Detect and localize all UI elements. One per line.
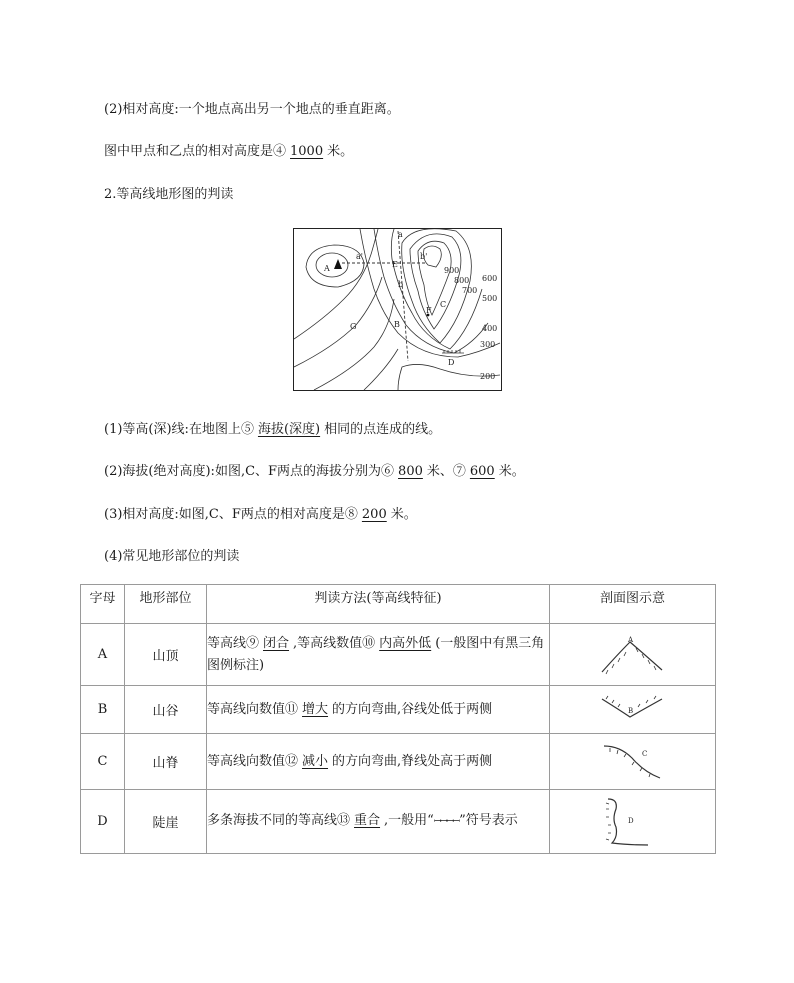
row-b-letter: B (81, 686, 125, 734)
cliff-profile-label: D (627, 816, 634, 825)
row-d-letter: D (81, 790, 125, 854)
table-row (81, 790, 716, 854)
valley-profile-label: B (627, 706, 633, 715)
label-a-prime: a' (356, 252, 363, 261)
item-1-prefix: (1)等高(深)线:在地图上⑤ (104, 422, 254, 437)
row-c-m2: 的方向弯曲,脊线处高于两侧 (332, 753, 493, 769)
contour-left-1 (294, 229, 378, 339)
label-A: A (324, 264, 330, 273)
item-4-title: (4)常见地形部位的判读 (104, 549, 240, 564)
item-2-prefix: (2)海拔(绝对高度):如图,C、F两点的海拔分别为⑥ (104, 464, 395, 479)
row-a-profile (550, 624, 716, 686)
label-800: 800 (454, 276, 470, 285)
label-E: E (392, 260, 398, 269)
row-b-part: 山谷 (125, 686, 207, 734)
label-200: 200 (480, 372, 496, 381)
row-c-part: 山脊 (125, 734, 207, 790)
label-900: 900 (444, 266, 460, 275)
label-D: D (448, 358, 455, 367)
row-d-profile (550, 790, 716, 854)
item-2-suffix: 米。 (498, 464, 525, 479)
answer-6: 800 (398, 464, 423, 479)
row-a-method (207, 624, 550, 686)
contour-300 (360, 229, 500, 357)
contour-map-svg (294, 229, 501, 390)
row-d-method (207, 790, 550, 854)
table-row (81, 686, 716, 734)
label-a: a (398, 230, 403, 239)
row-a-letter: A (81, 624, 125, 686)
answer-13: 重合 (354, 813, 381, 828)
row-d-m2: ,一般用“ (384, 813, 434, 828)
header-letter: 字母 (81, 585, 125, 624)
item-3 (104, 506, 417, 524)
cliff-profile-icon (598, 795, 668, 849)
item-2 (104, 463, 525, 481)
row-a-m2: ,等高线数值⑩ (293, 635, 376, 651)
table-row (81, 624, 716, 686)
row-c-letter: C (81, 734, 125, 790)
answer-7: 600 (469, 464, 495, 479)
contour-left-3 (314, 299, 394, 390)
header-profile: 剖面图示意 (550, 585, 716, 624)
answer-12: 减小 (302, 753, 329, 769)
row-a-m1: 等高线⑨ (207, 635, 260, 651)
label-B: B (394, 320, 400, 329)
row-b-method (207, 686, 550, 734)
label-G: G (350, 322, 357, 331)
answer-10: 内高外低 (379, 635, 432, 651)
profile-line-vertical (398, 231, 408, 361)
item-2-mid: 米、⑦ (426, 464, 466, 479)
row-b-m2: 的方向弯曲,谷线处低于两侧 (332, 701, 493, 717)
table-header-row (81, 585, 716, 624)
row-d-part: 陡崖 (125, 790, 207, 854)
row-c-profile (550, 734, 716, 790)
table-row (81, 734, 716, 790)
answer-5: 海拔(深度) (257, 422, 321, 437)
label-300: 300 (480, 340, 496, 349)
item-1 (104, 421, 441, 439)
label-C: C (440, 300, 447, 309)
relative-height-example (104, 143, 353, 161)
row-b-m1: 等高线向数值⑪ (207, 701, 299, 717)
summit-triangle-icon (334, 259, 342, 269)
terrain-table (80, 584, 716, 854)
answer-11: 增大 (302, 701, 329, 717)
label-700: 700 (462, 286, 478, 295)
label-600: 600 (482, 274, 498, 283)
contour-left-4 (364, 349, 398, 390)
label-b: b (398, 280, 404, 289)
label-500: 500 (482, 294, 498, 303)
peak-profile-label: A (627, 635, 633, 644)
row-b-profile (550, 686, 716, 734)
answer-9: 闭合 (263, 635, 290, 651)
item-3-suffix: 米。 (390, 507, 417, 522)
label-b-prime: b' (420, 252, 428, 261)
section-2-title: 2.等高线地形图的判读 (104, 187, 234, 202)
contour-a-inner (316, 253, 348, 277)
example-prefix: 图中甲点和乙点的相对高度是④ (104, 144, 287, 159)
contour-map (293, 228, 502, 391)
ridge-profile-label: C (641, 749, 647, 758)
valley-profile-icon (598, 695, 668, 725)
answer-8: 200 (361, 507, 387, 522)
label-F: F (426, 306, 432, 315)
peak-profile-icon (598, 634, 668, 676)
relative-height-definition: (2)相对高度:一个地点高出另一个地点的垂直距离。 (104, 102, 400, 117)
item-1-suffix: 相同的点连成的线。 (324, 422, 442, 437)
row-a-part: 山顶 (125, 624, 207, 686)
header-part: 地形部位 (125, 585, 207, 624)
contour-left-2 (294, 277, 382, 367)
example-suffix: 米。 (327, 144, 354, 159)
item-3-prefix: (3)相对高度:如图,C、F两点的相对高度是⑧ (104, 507, 358, 522)
header-method: 判读方法(等高线特征) (207, 585, 550, 624)
row-a-m3: (一般图中有黑三角图例标注) (207, 635, 545, 673)
row-c-m1: 等高线向数值⑫ (207, 753, 299, 769)
cliff-symbol: ꟷꟷꟷꟷ (433, 817, 460, 827)
answer-4: 1000 (290, 144, 324, 159)
row-c-method (207, 734, 550, 790)
ridge-profile-icon (598, 742, 668, 782)
row-d-m3: ”符号表示 (459, 813, 518, 828)
label-400: 400 (482, 324, 498, 333)
row-d-m1: 多条海拔不同的等高线⑬ (207, 813, 351, 828)
